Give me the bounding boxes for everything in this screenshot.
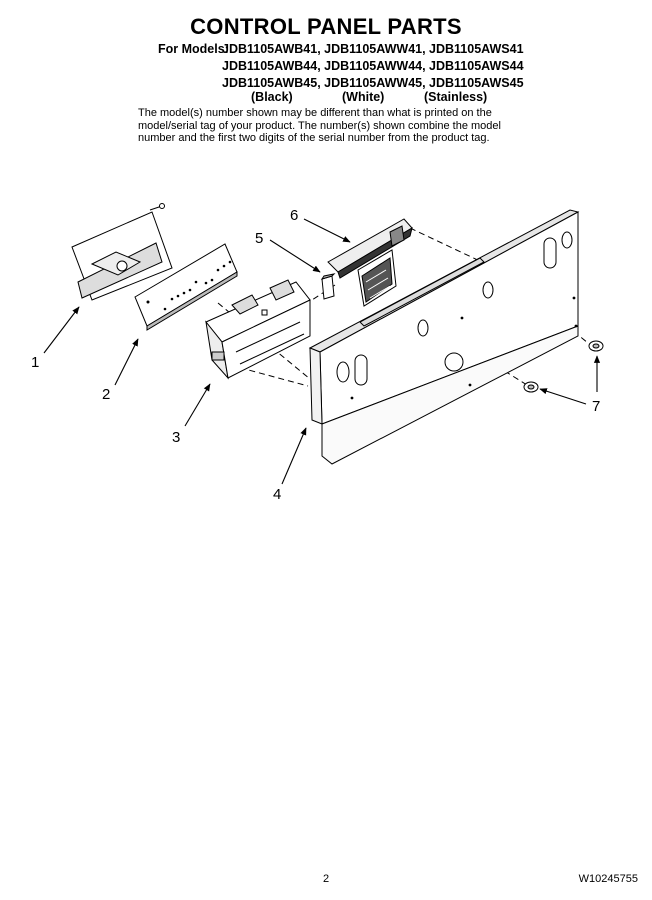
- callout-4: 4: [273, 486, 282, 503]
- callout-3: 3: [172, 429, 181, 446]
- callout-2: 2: [102, 386, 111, 403]
- part-6-actuator: [328, 219, 412, 306]
- color-stainless-label: (Stainless): [424, 90, 488, 104]
- models-label: For Models:: [158, 42, 229, 56]
- model-numbers: JDB1105AWB45, JDB1105AWW45, JDB1105AWS45: [222, 76, 524, 90]
- document-number: W10245755: [578, 873, 638, 885]
- callout-1: 1: [31, 354, 40, 371]
- color-black-label: (Black): [251, 90, 293, 104]
- note-line: model/serial tag of your product. The number(s) shown combine the model: [138, 119, 501, 132]
- part-4-control-panel: [310, 210, 578, 464]
- color-white-label: (White): [342, 90, 385, 104]
- note-line: number and the first two digits of the serial number from the product tag.: [138, 132, 490, 144]
- callout-6: 6: [290, 207, 299, 224]
- page-number: 2: [322, 873, 330, 885]
- note-line: The model(s) number shown may be different than what is printed on the: [138, 107, 492, 119]
- callout-7: 7: [592, 398, 601, 415]
- part-5-connector: [322, 274, 334, 299]
- model-numbers: JDB1105AWB41, JDB1105AWW41, JDB1105AWS41: [222, 42, 524, 56]
- model-numbers: JDB1105AWB44, JDB1105AWW44, JDB1105AWS44: [222, 59, 524, 73]
- part-3-housing: [206, 280, 310, 378]
- page-title: CONTROL PANEL PARTS: [190, 14, 462, 39]
- callout-5: 5: [255, 230, 264, 247]
